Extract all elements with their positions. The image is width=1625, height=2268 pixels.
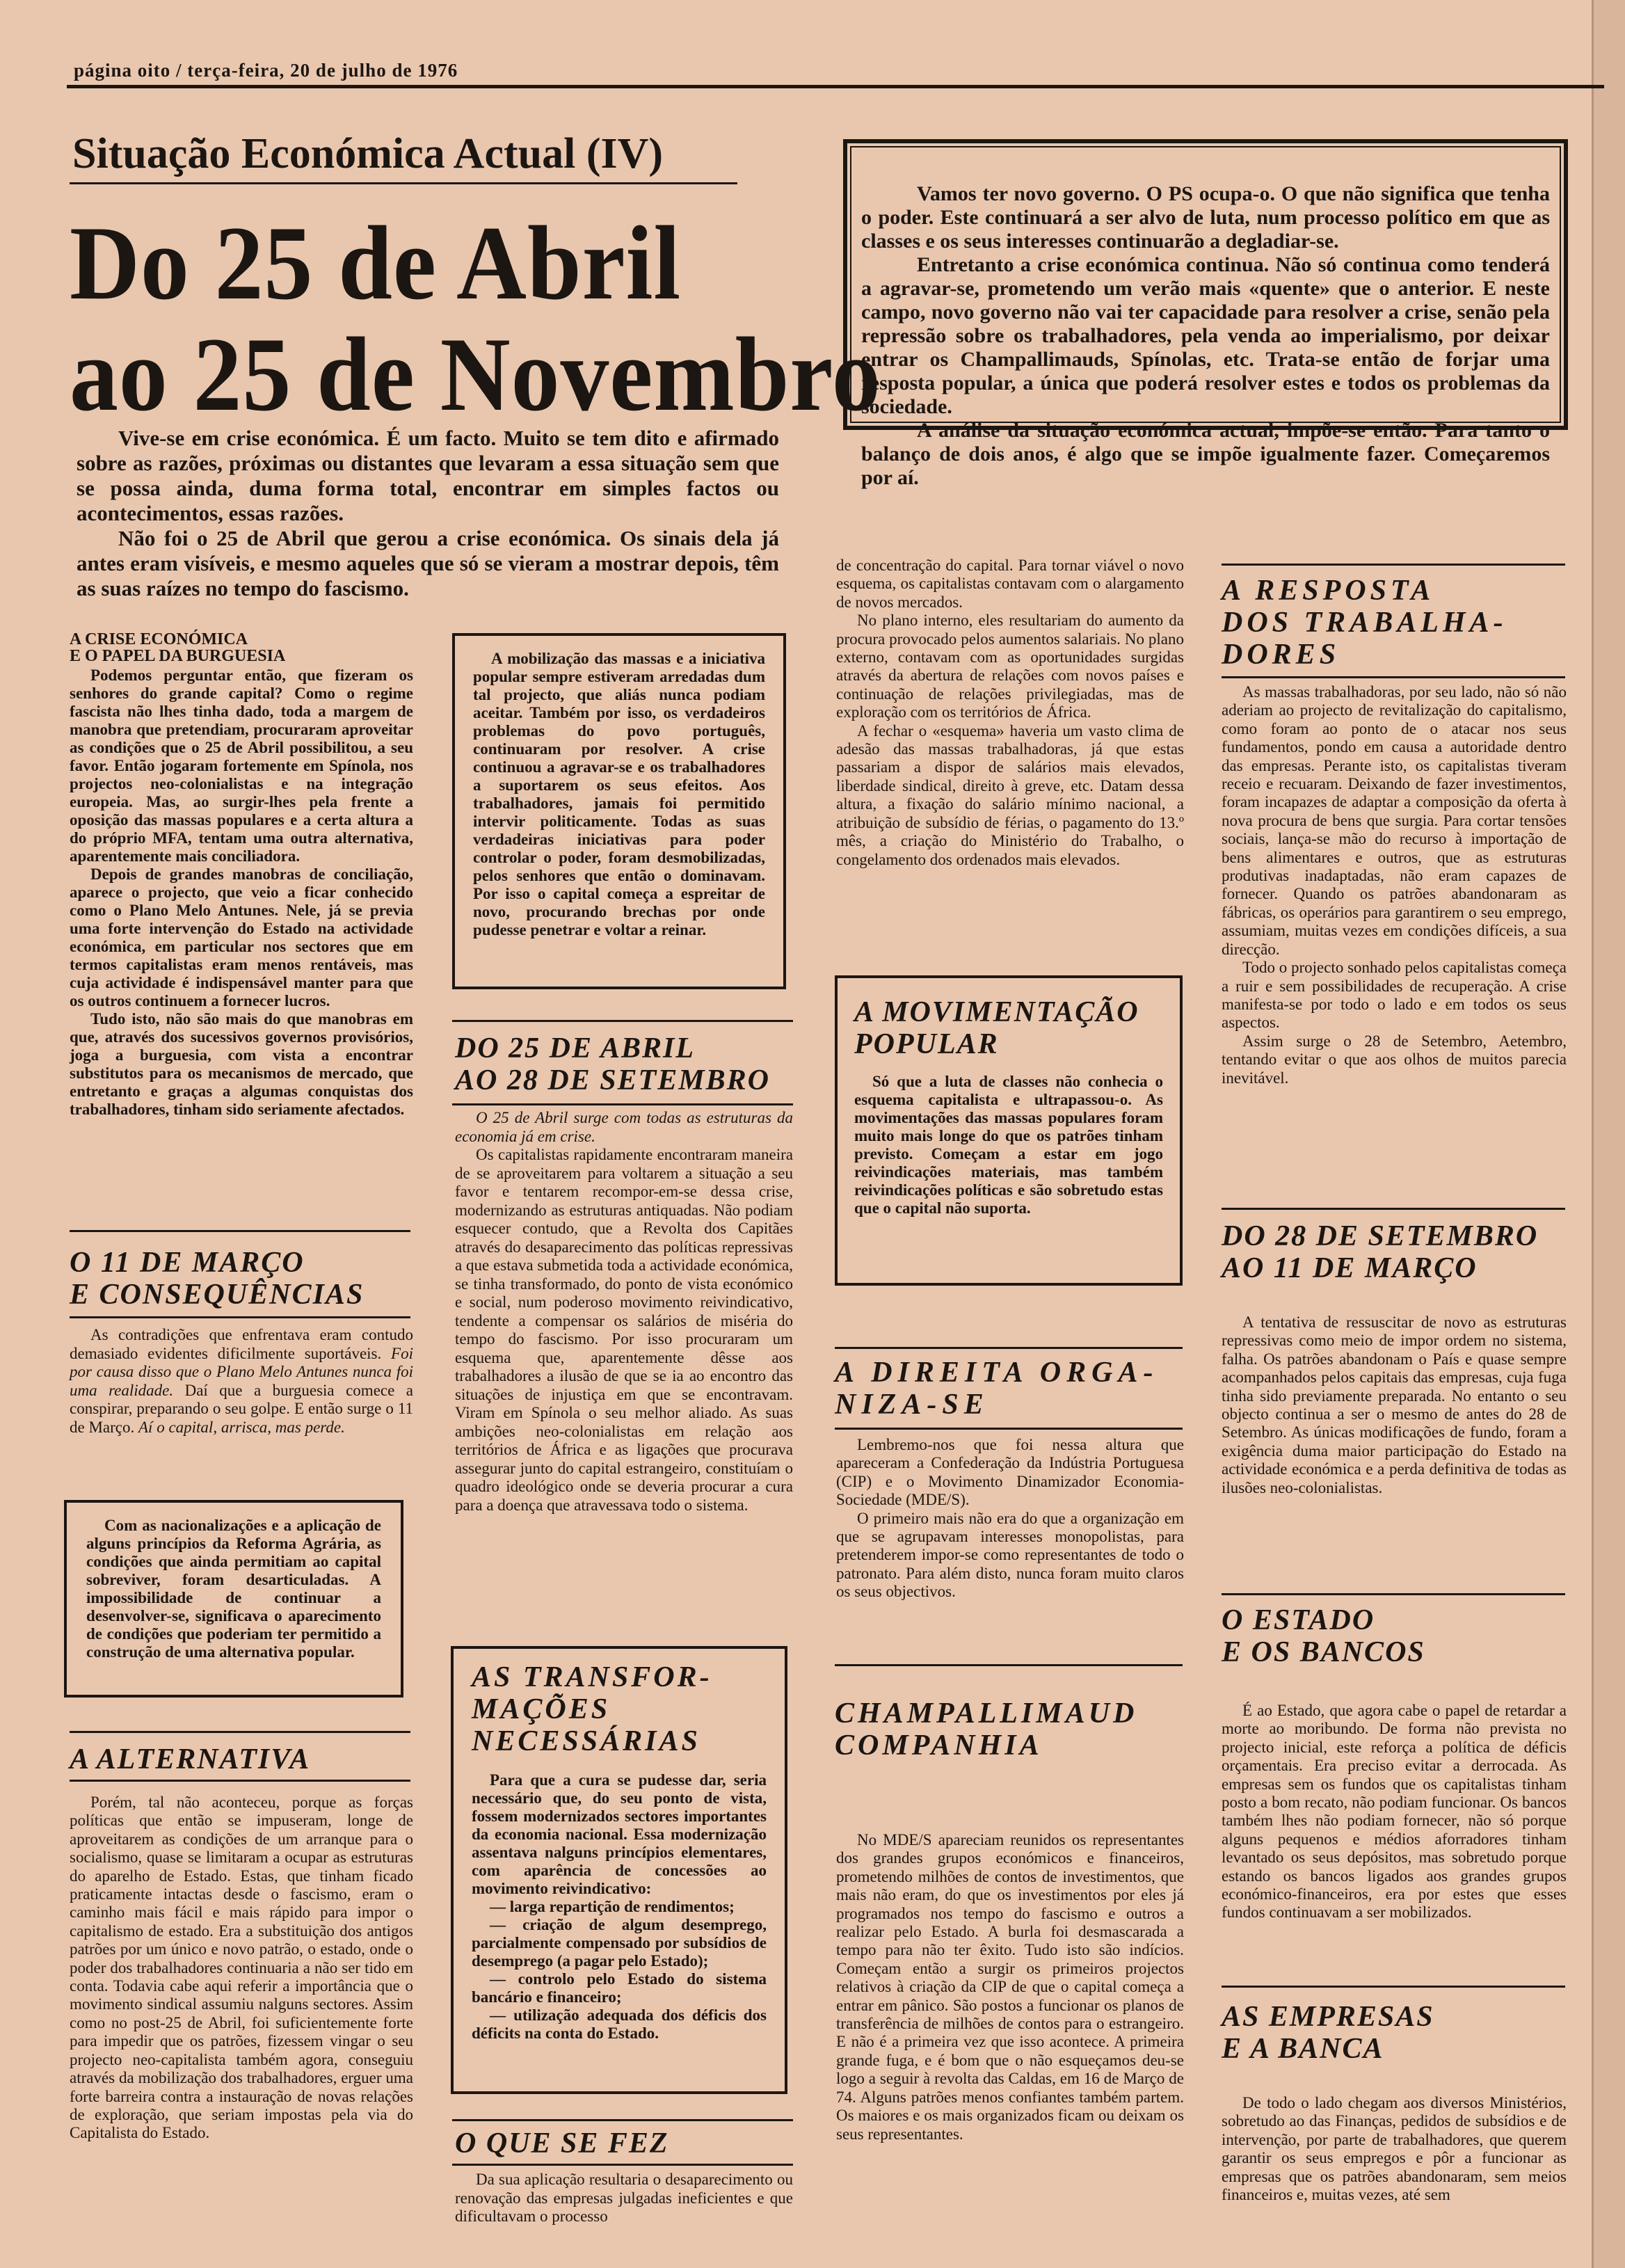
section-empresas-banca (1222, 2001, 1434, 2065)
section-title-line: NIZA-SE (835, 1389, 989, 1421)
page-edge (1592, 0, 1625, 2268)
section-champallimaud (835, 1698, 1137, 1762)
kicker: Situação Económica Actual (IV) (72, 130, 664, 177)
section-rule (70, 1230, 410, 1232)
section-rule (1222, 564, 1565, 566)
section-title-line: E A BANCA (1222, 2033, 1384, 2065)
paragraph: De todo o lado chegam aos diversos Ministérios, sobretudo ao das Finanças, pedidos de subsídios e de intervenção, por parte de trabalhadores, que querem garantir os seus empregos e pôr a funcionar as empresas que os patrões abandonaram, sem meios financeiros e, muitas vezes, até sem (1222, 2094, 1567, 2204)
section-title-line: A DIREITA ORGA- (835, 1357, 1159, 1389)
section-title-line: O 11 DE MARÇO (70, 1247, 305, 1279)
paragraph: Lembremo-nos que foi nessa altura que apareceram a Confederação da Indústria Portuguesa (CIP) e o Movimento Dinamizador Economia-Sociedade (MDE/S). (836, 1436, 1184, 1509)
alternativa-text (70, 1794, 413, 2143)
box-paragraph: Com as nacionalizações e a aplicação de alguns princípios da Reforma Agrária, as condições que ainda permitiam ao capital sobreviver, foram desarticuladas. A impossibilidade de continuar a desenvolver-se, significava o aparecimento de condições que poderiam ter permitido a construção de uma alternativa popular. (86, 1517, 381, 1661)
section-resposta (1222, 575, 1507, 671)
section-title-line: DO 25 DE ABRIL (455, 1032, 695, 1064)
section-title-line: A RESPOSTA (1222, 575, 1435, 607)
box-title-line: A MOVIMENTAÇÃO (854, 996, 1139, 1028)
section-title-line: AO 11 DE MARÇO (1222, 1252, 1478, 1284)
section-rule (70, 1780, 410, 1782)
box-movimentacao (835, 975, 1183, 1286)
italic-run: Aí o capital, arrisca, mas perde. (138, 1418, 345, 1436)
section-rule (452, 1103, 793, 1105)
header-rule (67, 85, 1604, 88)
headline-line-2: ao 25 de Novembro (70, 316, 881, 433)
box-list-item: — controlo pelo Estado do sistema bancário e financeiro; (472, 1970, 767, 2006)
section-title-line: DOS TRABALHA- (1222, 607, 1507, 639)
section-title-line: O ESTADO (1222, 1604, 1375, 1636)
paragraph: A tentativa de ressuscitar de novo as estruturas repressivas como meio de impor ordem no sistema, falha. Os patrões abandonam o País e quase sempre acompanhados pelos capitais das empresas, cuja fuga tinha sido previamente preparada. No entanto o seu objecto continua a ser o mesmo de antes do 28 de Setembro. As únicas modificações de fundo, foram a exigência duma maior participação do Estado na actividade económica e a perda definitiva de todas as ilusões neo-colonialistas. (1222, 1313, 1567, 1496)
section-title-line: AO 28 DE SETEMBRO (455, 1064, 770, 1096)
box-title-line: NECESSÁRIAS (472, 1725, 701, 1757)
paragraph: No plano interno, eles resultariam do aumento da procura provocado pelos aumentos salariais. No plano externo, contavam com as oportunidades surgidas através da abertura de relações com novos países e continuação de relações privilegiadas, mas de exploração com os territórios de África. (836, 612, 1184, 721)
marco-text (70, 1326, 413, 1437)
lead-paragraph: Não foi o 25 de Abril que gerou a crise económica. Os sinais dela já antes eram visíveis, e mesmo aqueles que só se vieram a mostrar depois, têm as suas raízes no tempo do fascismo. (77, 526, 779, 600)
italic-run: Foi por causa disso que o Plano Melo Antunes nunca foi uma realidade. (70, 1344, 413, 1399)
section-title-line: COMPANHIA (835, 1730, 1043, 1762)
paragraph: Assim surge o 28 de Setembro, Aetembro, tentando evitar o que aos olhos de muitos parecia inevitável. (1222, 1032, 1567, 1087)
section-28-setembro (1222, 1220, 1538, 1284)
abril-text (455, 1109, 793, 1515)
paragraph: de concentração do capital. Para tornar viável o novo esquema, os capitalistas contavam com o alargamento de novos mercados. (836, 557, 1184, 611)
box-title (854, 996, 1163, 1060)
paragraph: As massas trabalhadoras, por seu lado, não só não aderiam ao projecto de revitalização do capitalismo, como foram ao ponto de o atacar nos seus fundamentos, pondo em causa a autoridade dentro das empresas. Perante isto, os capitalistas tiveram receio e recuaram. Deixando de fazer investimentos, foram incapazes de adaptar a composição da oferta à nova procura de bens que surgia. Para cortar tensões sociais, lança-se mão do recurso à importação de bens alimentares e outros, que as estruturas produtivas inadaptadas, não eram capazes de fornecer. Quando os patrões abandonaram as fábricas, os operários para garantirem o seu emprego, assumiam, muitas vezes em condições difíceis, a sua direcção. (1222, 683, 1567, 958)
section-title-line: CHAMPALLIMAUD (835, 1698, 1138, 1730)
paragraph: Porém, tal não aconteceu, porque as forças políticas que então se impuseram, longe de aproveitarem as condições de um arranque para o socialismo, quase se limitaram a ocupar as estruturas do aparelho de Estado. Estas, que tinham ficado praticamente intactas desde o fascismo, eram o caminho mais fácil e mais rápido para impor o capitalismo de estado. Era a substituição dos antigos patrões por um único e novo patrão, o estado, onde o poder dos trabalhadores continuaria a não ser tido em conta. Todavia cabe aqui referir a importância que o movimento sindical assumiu nalguns sectores. Assim como no post-25 de Abril, foi suficientemente forte para impedir que os patrões, fizessem vingar o seu projecto neo-capitalista também agora, conseguiu através da mobilização dos trabalhadores, erguer uma forte barreira contra a instauração de novas relações de exploração, que seriam impostas pela via do Capitalista do Estado. (70, 1794, 413, 2142)
editorial-paragraph: Vamos ter novo governo. O PS ocupa-o. O que não significa que tenha o poder. Este continuará a ser alvo de luta, num processo político em que as classes e os seus interesses continuarão a degladiar-se. (861, 182, 1550, 253)
section-rule (452, 2164, 793, 2166)
section-title-line: AS EMPRESAS (1222, 2001, 1434, 2033)
empresas-text (1222, 2094, 1567, 2204)
paragraph: Tudo isto, não são mais do que manobras em que, através dos sucessivos governos provisórios, joga a burguesia, com vista a encontrar substitutos para os mecanismos de mercado, que entretanto e graças a algumas conquistas dos trabalhadores, tinham sido seriamente afectados. (70, 1010, 413, 1118)
box-title-line: POPULAR (854, 1028, 999, 1060)
direita-text (836, 1436, 1184, 1602)
section-direita (835, 1357, 1158, 1421)
section-rule (452, 1020, 793, 1022)
box-paragraph: Só que a luta de classes não conhecia o esquema capitalista e ultrapassou-o. As movimentações das massas populares foram muito mais longe do que os patrões tinham previsto. Começam a estar em jogo reivindicações materiais, mas também reivindicações políticas e são sobretudo estas que o capital não suporta. (854, 1073, 1163, 1217)
paragraph: Podemos perguntar então, que fizeram os senhores do grande capital? Como o regime fascista não lhes tinha dado, toda a margem de manobra que pretendiam, procuraram aproveitar as condições que o 25 de Abril possibilitou, a seu favor. Então jogaram fortemente em Spínola, nos projectos neo-colonialistas e na integração europeia. Mas, ao surgir-lhes pela frente a oposição das massas populares e a certa altura a do próprio MFA, tentam uma outra alternativa, aparentemente mais conciliadora. (70, 666, 413, 865)
editorial-paragraph: A análise da situação económica actual, impõe-se então. Para tanto o balanço de dois anos, é algo que se impõe igualmente fazer. Começaremos por aí. (861, 419, 1550, 489)
paragraph: Depois de grandes manobras de conciliação, aparece o projecto, que veio a ficar conhecido como o Plano Melo Antunes. Nele, já se previa uma forte intervenção do Estado na actividade económica, em particular nos sectores que em termos capitalistas eram menos rentáveis, mas cuja actividade é indispensável manter para que os outros continuem a fornecer lucros. (70, 865, 413, 1009)
section-title-line: DORES (1222, 639, 1340, 671)
editorial-text (861, 182, 1550, 490)
lead-text (77, 426, 779, 601)
section-rule (70, 1731, 410, 1733)
section-rule (1222, 1986, 1565, 1988)
section-rule (835, 1428, 1183, 1430)
box-nacionalizacoes (64, 1500, 403, 1698)
box-title (472, 1661, 767, 1757)
kicker-rule (70, 182, 737, 184)
text-run: As contradições que enfrentava eram contudo demasiado evidentes dificilmente suportáveis. (70, 1326, 413, 1362)
box-mobilizacao (452, 633, 786, 989)
headline-line-1: Do 25 de Abril (70, 205, 682, 321)
box-title-line: MAÇÕES (472, 1693, 611, 1725)
setembro-text (1222, 1313, 1567, 1497)
section-title-line: DO 28 DE SETEMBRO (1222, 1220, 1539, 1252)
box-paragraph: A mobilização das massas e a iniciativa popular sempre estiveram arredadas dum tal projecto, que aliás nunca podiam aceitar. Também por isso, os verdadeiros problemas do povo português, continuaram por resolver. A crise continuou a agravar-se e os trabalhadores a suportarem os seus efeitos. Aos trabalhadores, jamais foi permitido intervir politicamente. Todas as suas verdadeiras iniciativas para poder controlar o poder, foram desmobilizadas, pelos senhores que então o dominavam. Por isso o capital começa a espreitar de novo, procurando brechas por onde pudesse penetrar e voltar a reinar. (473, 650, 765, 939)
text-run: Daí que a burguesia comece a conspirar, preparando o seu golpe. E então surge o 11 de Março. (70, 1381, 413, 1436)
box-title-line: AS TRANSFOR- (472, 1661, 712, 1693)
section-title-line: E OS BANCOS (1222, 1636, 1425, 1668)
paragraph: É ao Estado, que agora cabe o papel de retardar a morte ao moribundo. De forma não prevista no projecto inicial, este reforça a política de déficis orçamentais. Era preciso evitar a derrocada. As empresas sem os fundos que os capitalistas tinham posto a bom recato, não podiam funcionar. Os bancos também lhes não podiam fornecer, não só porque alguns pequenos e médios aforradores tinham levantado os seus depósitos, mas sobretudo porque estando os bancos ligados aos grandes grupos económico-financeiros, era por estes que esses fundos continuavam a ser mobilizados. (1222, 1702, 1567, 1922)
resposta-text (1222, 683, 1567, 1087)
subhead-crise: A CRISE ECONÓMICA (70, 630, 248, 648)
section-25-abril (455, 1032, 770, 1096)
paragraph: No MDE/S apareciam reunidos os representantes dos grandes grupos económicos e financeiros, prometendo milhões de contos de investimentos, que mais não eram, do que os investimentos por eles já programados nos tempo do fascismo e outros a realizar pelo Estado. A burla foi desmascarada a tempo para não ter êxito. Tudo isto são indícios. Começam então a surgir os primeiros projectos relativos à criação da CIP de que o capital começa a entrar em pânico. São postos a funcionar os planos de transferência de milhões de contos para o estrangeiro. E não é a primeira vez que isso acontece. A primeira grande fuga, e é bom que o não esqueçamos deu-se logo a seguir à revolta das Caldas, em 16 de Março de 74. Alguns patrões menos confiantes também partem. Os maiores e os mais organizados ficam ou deixam os seus representantes. (836, 1831, 1184, 2143)
italic-paragraph: O 25 de Abril surge com todas as estruturas da economia já em crise. (455, 1109, 793, 1145)
box-list-item: — criação de algum desemprego, parcialmente compensado por subsídios de desemprego (a pagar pelo Estado); (472, 1916, 767, 1970)
fez-text (455, 2171, 793, 2226)
section-rule (70, 1316, 410, 1318)
box-list-item: — larga repartição de rendimentos; (490, 1898, 735, 1915)
section-rule (1222, 1208, 1565, 1210)
subhead-burguesia: E O PAPEL DA BURGUESIA (70, 647, 286, 665)
lead-paragraph: Vive-se em crise económica. É um facto. Muito se tem dito e afirmado sobre as razões, próximas ou distantes que levaram a essa situação sem que se possa ainda, duma forma total, encontrar em simples factos ou acontecimentos, essas razões. (77, 426, 779, 525)
column-1-text (70, 666, 413, 1119)
section-rule (1222, 1593, 1565, 1595)
section-estado-bancos (1222, 1604, 1425, 1668)
estado-text (1222, 1702, 1567, 1922)
column-3-text (836, 557, 1184, 869)
editorial-paragraph: Entretanto a crise económica continua. Não só continua como tenderá a agravar-se, prometendo um verão mais «quente» que o anterior. E neste campo, novo governo não vai ter capacidade para resolver a crise, senão pela repressão sobre os trabalhadores, pela venda ao imperialismo, por deixar entrar os Champallimauds, Spínolas, etc. Trata-se então de forjar uma resposta popular, a única que poderá resolver estes e todos os problemas da sociedade. (861, 253, 1550, 418)
section-rule (835, 1664, 1183, 1666)
section-title-line: E CONSEQUÊNCIAS (70, 1279, 365, 1311)
section-rule (452, 2119, 793, 2121)
section-alternativa: A ALTERNATIVA (70, 1743, 311, 1775)
paragraph: O primeiro mais não era do que a organização em que se agrupavam interesses monopolistas, para pretenderem impor-se como representantes de todo o patronato. Para além disto, nunca foram muito claros os seus objectivos. (836, 1509, 1184, 1601)
paragraph: Todo o projecto sonhado pelos capitalistas começa a ruir e sem possibilidades de recuperação. A crise manifesta-se por todo o lado e em todos os seus aspectos. (1222, 959, 1567, 1032)
section-o-que-se-fez: O QUE SE FEZ (455, 2127, 669, 2159)
box-list-item: — utilização adequada dos déficis dos déficits na conta do Estado. (472, 2006, 767, 2042)
paragraph: Da sua aplicação resultaria o desaparecimento ou renovação das empresas julgadas ineficientes e que dificultavam o processo (455, 2171, 793, 2225)
box-paragraph: Para que a cura se pudesse dar, seria necessário que, do seu ponto de vista, fossem modernizados sectores importantes da economia nacional. Essa modernização assentava nalguns princípios elementares, com aparência de concessões ao movimento reivindicativo: (472, 1771, 767, 1897)
section-rule (1222, 676, 1565, 678)
champ-text (836, 1831, 1184, 2143)
paragraph: Os capitalistas rapidamente encontraram maneira de se aproveitarem para voltarem a situação a seu favor e tentarem recompor-em-se dessa crise, modernizando as estruturas antiquadas. Não podiam esquecer contudo, que a Revolta dos Capitães através do desaparecimento das políticas repressivas a que estava submetida toda a actividade económica, se tinha transformado, do ponto de vista económico e social, num poderoso movimento reivindicativo, tendente a compensar os salários de miséria do tempo do fascismo. Por isso procuraram um esquema que, aparentemente dêsse aos trabalhadores a ilusão de que se ia ao encontro das situações de injustiça em que se encontravam. Viram em Spínola o seu melhor aliado. As suas ambições neo-colonialistas em relação aos territórios de África e as ligações que procurava assegurar junto do capital estrangeiro, constituíam o quadro ideológico onde se deveria procurar a cura para a doença que atravessava todo o sistema. (455, 1146, 793, 1514)
page-header: página oito / terça-feira, 20 de julho de 1976 (74, 60, 458, 81)
section-11-marco (70, 1247, 364, 1311)
section-rule (835, 1347, 1183, 1349)
paragraph: A fechar o «esquema» haveria um vasto clima de adesão das massas trabalhadoras, já que estas passariam a dispor de salários mais elevados, liberdade sindical, direito à greve, etc. Datam dessa altura, a fixação do salário mínimo nacional, a atribuição de subsídio de férias, o pagamento do 13.º mês, a criação do Ministério do Trabalho, o congelamento dos ordenados mais elevados. (836, 721, 1184, 868)
box-transformacoes (451, 1646, 787, 2094)
